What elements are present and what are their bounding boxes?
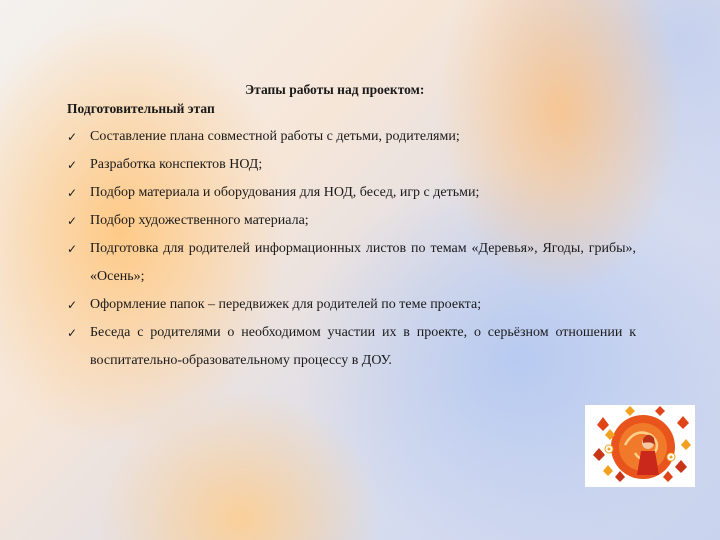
list-item bbox=[66, 179, 636, 207]
checkmark-icon: ✓ bbox=[67, 186, 78, 200]
list-item bbox=[66, 151, 636, 179]
list-item-text: Подбор художественного материала; bbox=[90, 213, 309, 228]
checkmark-icon: ✓ bbox=[67, 242, 78, 256]
checkmark-icon: ✓ bbox=[67, 298, 78, 312]
autumn-fairy-leaves-icon bbox=[585, 405, 695, 487]
list-item-text: Беседа с родителями о необходимом участии их в проекте, о серьёзном отношении к воспитательно-образовательному процессу в ДОУ. bbox=[90, 325, 636, 368]
list-item-text: Подбор материала и оборудования для НОД, бесед, игр с детьми; bbox=[90, 185, 480, 200]
section-heading: Подготовительный этап bbox=[67, 101, 215, 116]
list-item bbox=[66, 207, 636, 235]
list-item bbox=[66, 319, 636, 375]
list-item bbox=[66, 291, 636, 319]
slide-title: Этапы работы над проектом: bbox=[245, 82, 425, 97]
autumn-illustration bbox=[585, 405, 695, 487]
list-item-text: Оформление папок – передвижек для родителей по теме проекта; bbox=[90, 297, 482, 312]
list-item bbox=[66, 123, 636, 151]
checkmark-icon: ✓ bbox=[67, 130, 78, 144]
list-item-text: Разработка конспектов НОД; bbox=[90, 157, 263, 172]
checkmark-icon: ✓ bbox=[67, 158, 78, 172]
list-item-text: Составление плана совместной работы с детьми, родителями; bbox=[90, 129, 460, 144]
checkmark-icon: ✓ bbox=[67, 326, 78, 340]
checkmark-icon: ✓ bbox=[67, 214, 78, 228]
task-list bbox=[66, 123, 636, 375]
list-item bbox=[66, 235, 636, 291]
list-item-text: Подготовка для родителей информационных листов по темам «Деревья», Ягоды, грибы», «Осень»; bbox=[90, 241, 636, 284]
